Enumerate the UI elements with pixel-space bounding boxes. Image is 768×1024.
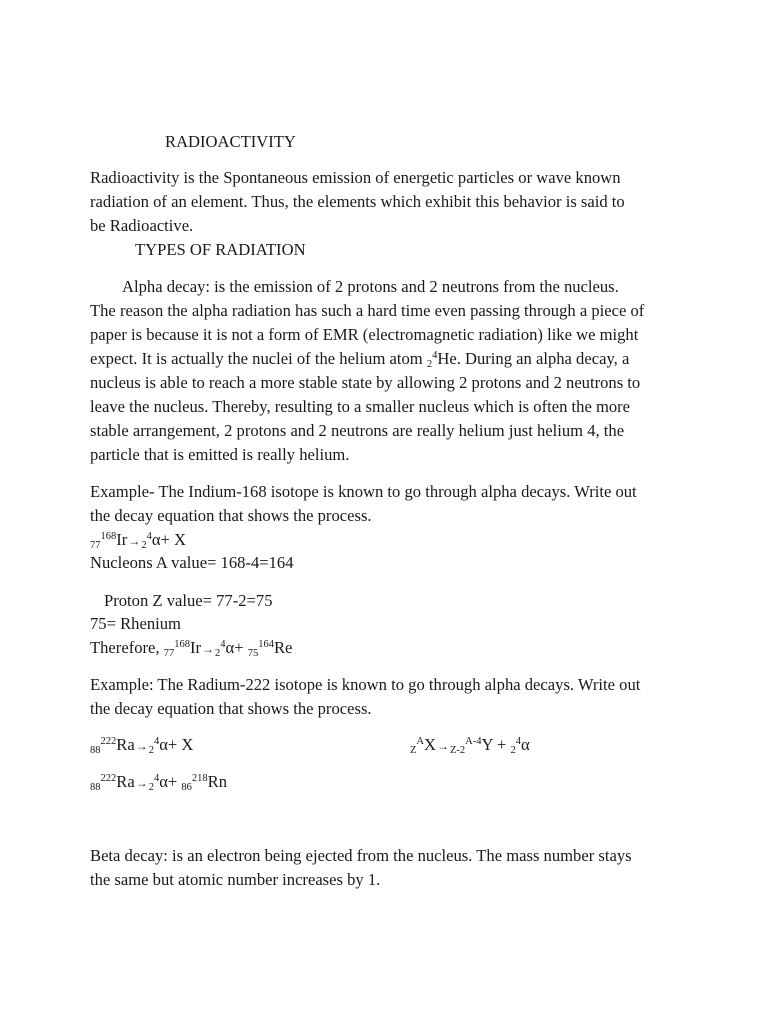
- alpha-paragraph-line: The reason the alpha radiation has such a hard time even passing through a piece of: [90, 301, 645, 320]
- beta-paragraph-line: the same but atomic number increases by 1.: [90, 870, 381, 889]
- beta-paragraph-line: Beta decay: is an electron being ejected from the nucleus. The mass number stays: [90, 846, 632, 865]
- alpha-paragraph-line: leave the nucleus. Thereby, resulting to a smaller nucleus which is often the more: [90, 397, 631, 416]
- example1-line: Example- The Indium-168 isotope is known to go through alpha decays. Write out: [90, 482, 637, 501]
- iridium-decay-equation: $_{77}^{168}Ir\to_2^4\alpha+ X$: [90, 530, 187, 551]
- radium-decay-equation: $_{88}^{222}Ra\to_2^4\alpha+ X$: [90, 735, 194, 756]
- general-alpha-decay-equation: $_Z^AX\to_{Z-2}^{A-4}Y + _2^4\alpha$: [410, 735, 530, 756]
- alpha-paragraph-line: nucleus is able to reach a more stable state by allowing 2 protons and 2 neutrons to: [90, 373, 641, 392]
- section-heading: TYPES OF RADIATION: [135, 240, 306, 259]
- arrow-icon: →: [135, 739, 148, 753]
- arrow-icon: →: [202, 642, 215, 656]
- iridium-final-equation: Therefore, $_{77}^{168}Ir\to_2^4\alpha+ _{75}^{164}Re$: [90, 638, 293, 659]
- arrow-icon: →: [437, 739, 449, 753]
- intro-line: radiation of an element. Thus, the elements which exhibit this behavior is said to: [90, 192, 625, 211]
- alpha-paragraph-line: expect. It is actually the nuclei of the helium atom $_2^4$He. During an alpha decay, a: [90, 349, 630, 370]
- alpha-paragraph-line: particle that is emitted is really helium.: [90, 445, 350, 464]
- helium-symbol: He: [437, 349, 457, 368]
- proton-calculation: Proton Z value= 77-2=75: [104, 591, 273, 610]
- intro-line: be Radioactive.: [90, 216, 194, 235]
- element-identification: 75= Rhenium: [90, 614, 181, 633]
- helium-mass-number: 4: [432, 350, 438, 362]
- arrow-icon: →: [128, 534, 141, 548]
- alpha-paragraph-line: paper is because it is not a form of EMR (electromagnetic radiation) like we might: [90, 325, 639, 344]
- nucleons-calculation: Nucleons A value= 168-4=164: [90, 553, 294, 572]
- page-title: RADIOACTIVITY: [165, 132, 296, 151]
- arrow-icon: →: [135, 776, 148, 790]
- example2-line: the decay equation that shows the process.: [90, 699, 372, 718]
- example2-line: Example: The Radium-222 isotope is known to go through alpha decays. Write out: [90, 675, 641, 694]
- intro-line: Radioactivity is the Spontaneous emission of energetic particles or wave known: [90, 168, 621, 187]
- alpha-paragraph-line: Alpha decay: is the emission of 2 protons and 2 neutrons from the nucleus.: [122, 277, 619, 296]
- example1-line: the decay equation that shows the process.: [90, 506, 372, 525]
- radium-final-equation: $_{88}^{222}Ra\to_2^4\alpha+ _{86}^{218}Rn$: [90, 772, 228, 793]
- helium-atomic-number: 2: [426, 358, 433, 370]
- alpha-paragraph-line: stable arrangement, 2 protons and 2 neutrons are really helium just helium 4, the: [90, 421, 625, 440]
